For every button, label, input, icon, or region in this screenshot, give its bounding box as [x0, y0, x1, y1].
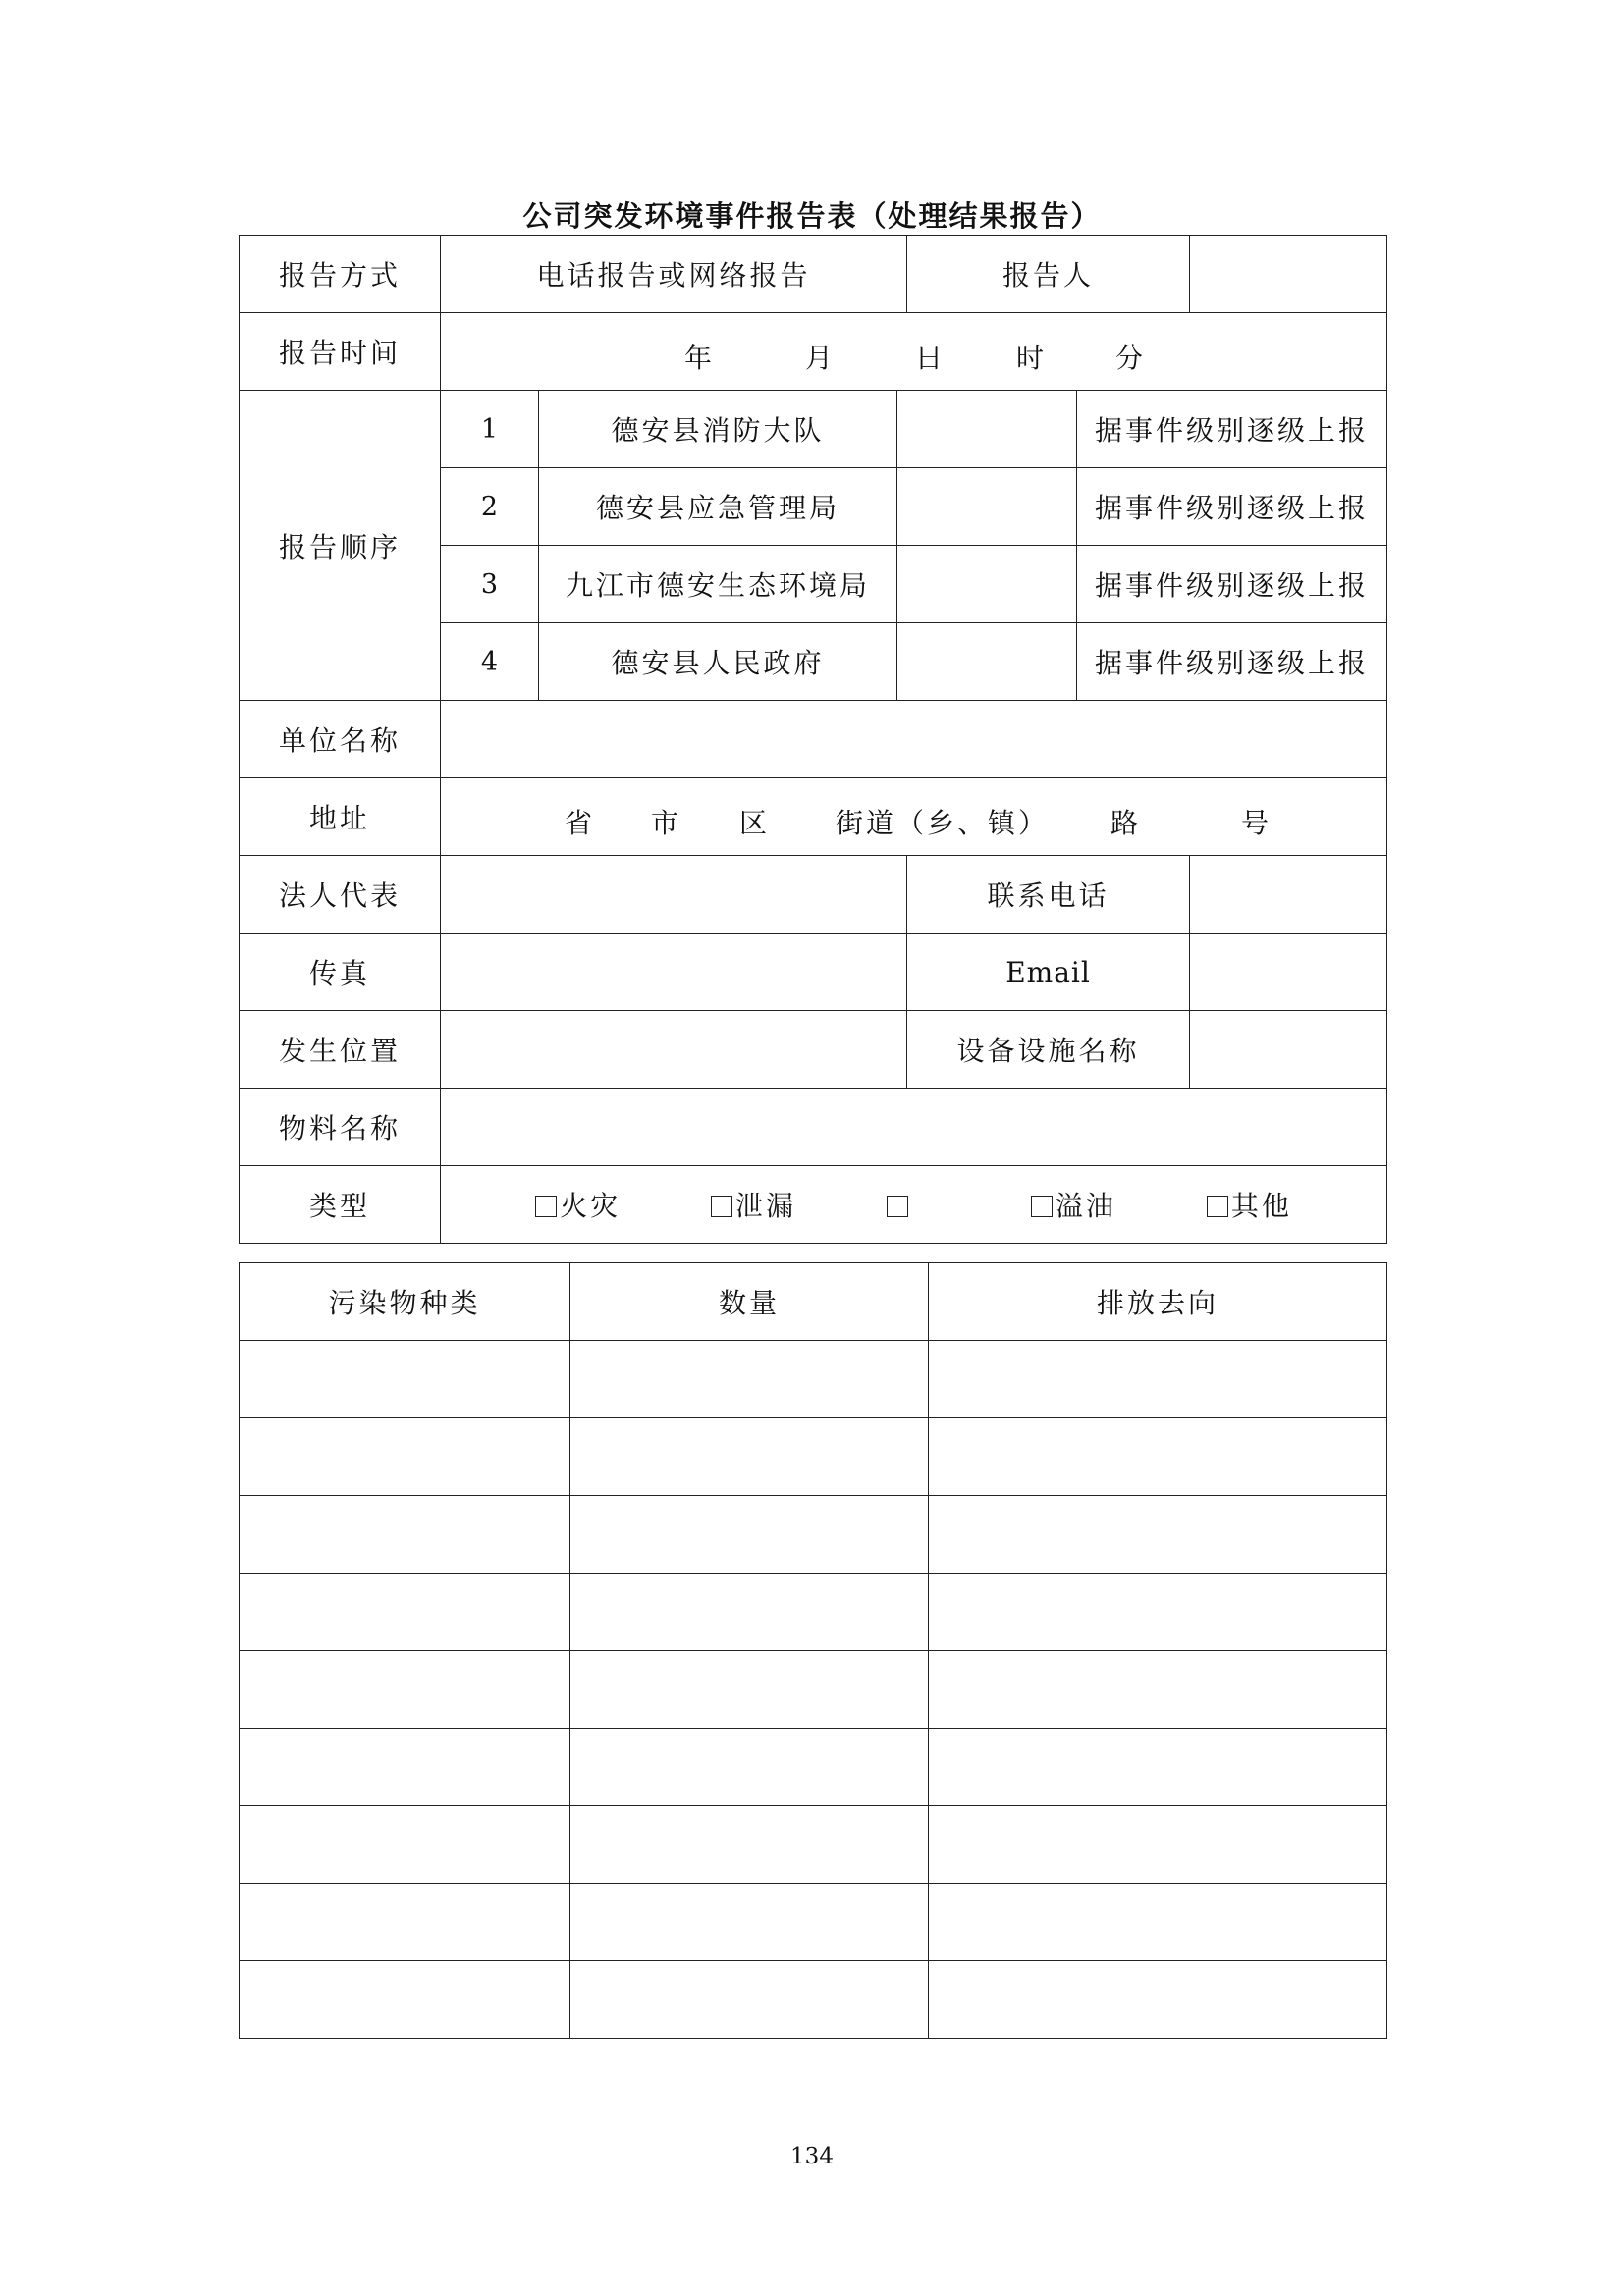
checkbox-icon[interactable] — [887, 1196, 908, 1217]
order-note: 据事件级别逐级上报 — [1077, 546, 1387, 623]
time-minute: 分 — [1115, 342, 1147, 374]
quantity-cell[interactable] — [570, 1496, 929, 1574]
pollutant-type-cell[interactable] — [240, 1418, 570, 1496]
order-num: 1 — [441, 391, 539, 468]
address-field[interactable] — [441, 778, 1387, 856]
fax-field[interactable] — [441, 934, 907, 1011]
legal-rep-field[interactable] — [441, 856, 907, 934]
order-note: 据事件级别逐级上报 — [1077, 623, 1387, 701]
table-row — [240, 1418, 1387, 1496]
destination-cell[interactable] — [929, 1496, 1387, 1574]
order-note: 据事件级别逐级上报 — [1077, 468, 1387, 546]
order-blank-field[interactable] — [897, 468, 1077, 546]
unit-name-field[interactable] — [441, 701, 1387, 778]
table-row — [240, 1496, 1387, 1574]
destination-cell[interactable] — [929, 1418, 1387, 1496]
destination-cell[interactable] — [929, 1806, 1387, 1884]
checkbox-icon[interactable] — [1207, 1196, 1228, 1217]
destination-cell[interactable] — [929, 1961, 1387, 2039]
pollutant-header-row — [240, 1263, 1387, 1341]
address-road: 路 — [1110, 807, 1142, 839]
destination-cell[interactable] — [929, 1884, 1387, 1961]
order-num: 2 — [441, 468, 539, 546]
report-method-value: 电话报告或网络报告 — [441, 236, 907, 313]
row-address — [240, 778, 1387, 856]
quantity-cell[interactable] — [570, 1806, 929, 1884]
header-pollutant-type: 污染物种类 — [240, 1263, 570, 1341]
quantity-cell[interactable] — [570, 1574, 929, 1651]
time-year: 年 — [684, 342, 716, 374]
phone-field[interactable] — [1190, 856, 1387, 934]
quantity-cell[interactable] — [570, 1884, 929, 1961]
table-row — [240, 1884, 1387, 1961]
quantity-cell[interactable] — [570, 1729, 929, 1806]
row-type — [240, 1166, 1387, 1244]
label-type: 类型 — [240, 1166, 441, 1244]
destination-cell[interactable] — [929, 1729, 1387, 1806]
label-reporter: 报告人 — [907, 236, 1190, 313]
order-blank-field[interactable] — [897, 623, 1077, 701]
destination-cell[interactable] — [929, 1574, 1387, 1651]
equipment-field[interactable] — [1190, 1011, 1387, 1089]
header-discharge-destination: 排放去向 — [929, 1263, 1387, 1341]
table-row — [240, 1961, 1387, 2039]
quantity-cell[interactable] — [570, 1341, 929, 1418]
pollutant-type-cell[interactable] — [240, 1341, 570, 1418]
quantity-cell[interactable] — [570, 1961, 929, 2039]
label-unit-name: 单位名称 — [240, 701, 441, 778]
location-field[interactable] — [441, 1011, 907, 1089]
pollutant-type-cell[interactable] — [240, 1961, 570, 2039]
address-province: 省 — [565, 807, 596, 839]
pollutant-type-cell[interactable] — [240, 1574, 570, 1651]
order-org: 九江市德安生态环境局 — [539, 546, 897, 623]
row-material — [240, 1089, 1387, 1166]
pollutant-type-cell[interactable] — [240, 1806, 570, 1884]
type-option-leak[interactable]: 泄漏 — [711, 1185, 796, 1224]
email-field[interactable] — [1190, 934, 1387, 1011]
destination-cell[interactable] — [929, 1341, 1387, 1418]
label-report-time: 报告时间 — [240, 313, 441, 391]
order-org: 德安县应急管理局 — [539, 468, 897, 546]
address-street: 街道（乡、镇） — [836, 807, 1050, 839]
type-options — [441, 1166, 1387, 1244]
label-equipment: 设备设施名称 — [907, 1011, 1190, 1089]
quantity-cell[interactable] — [570, 1418, 929, 1496]
order-blank-field[interactable] — [897, 391, 1077, 468]
time-month: 月 — [805, 342, 837, 374]
label-material: 物料名称 — [240, 1089, 441, 1166]
label-location: 发生位置 — [240, 1011, 441, 1089]
type-option-fire[interactable]: 火灾 — [535, 1185, 621, 1224]
label-report-method: 报告方式 — [240, 236, 441, 313]
row-fax — [240, 934, 1387, 1011]
table-row — [240, 1574, 1387, 1651]
type-option-oil-spill[interactable]: 溢油 — [1031, 1185, 1116, 1224]
pollutant-type-cell[interactable] — [240, 1651, 570, 1729]
row-report-time — [240, 313, 1387, 391]
pollutant-type-cell[interactable] — [240, 1496, 570, 1574]
order-num: 4 — [441, 623, 539, 701]
order-org: 德安县消防大队 — [539, 391, 897, 468]
header-quantity: 数量 — [570, 1263, 929, 1341]
report-time-field[interactable] — [441, 313, 1387, 391]
time-day: 日 — [915, 342, 947, 374]
form-title: 公司突发环境事件报告表（处理结果报告） — [522, 199, 1102, 233]
reporter-field[interactable] — [1190, 236, 1387, 313]
row-report-order-1 — [240, 391, 1387, 468]
order-num: 3 — [441, 546, 539, 623]
incident-report-table — [239, 235, 1387, 1244]
checkbox-icon[interactable] — [711, 1196, 732, 1217]
type-option-blank[interactable] — [887, 1190, 911, 1222]
label-fax: 传真 — [240, 934, 441, 1011]
destination-cell[interactable] — [929, 1651, 1387, 1729]
table-row — [240, 1729, 1387, 1806]
order-note: 据事件级别逐级上报 — [1077, 391, 1387, 468]
row-location — [240, 1011, 1387, 1089]
address-city: 市 — [651, 807, 682, 839]
row-unit-name — [240, 701, 1387, 778]
label-address: 地址 — [240, 778, 441, 856]
pollutant-type-cell[interactable] — [240, 1884, 570, 1961]
checkbox-icon[interactable] — [535, 1196, 557, 1217]
page-number: 134 — [790, 2144, 834, 2169]
label-phone: 联系电话 — [907, 856, 1190, 934]
label-email: Email — [907, 934, 1190, 1011]
quantity-cell[interactable] — [570, 1651, 929, 1729]
row-legal-rep — [240, 856, 1387, 934]
checkbox-icon[interactable] — [1031, 1196, 1053, 1217]
order-org: 德安县人民政府 — [539, 623, 897, 701]
address-number: 号 — [1241, 807, 1272, 839]
time-hour: 时 — [1016, 342, 1048, 374]
row-report-method — [240, 236, 1387, 313]
label-report-order: 报告顺序 — [240, 391, 441, 701]
table-row — [240, 1651, 1387, 1729]
material-field[interactable] — [441, 1089, 1387, 1166]
table-row — [240, 1341, 1387, 1418]
address-district: 区 — [739, 807, 771, 839]
pollutant-type-cell[interactable] — [240, 1729, 570, 1806]
type-option-other[interactable]: 其他 — [1207, 1185, 1292, 1224]
table-row — [240, 1806, 1387, 1884]
order-blank-field[interactable] — [897, 546, 1077, 623]
label-legal-rep: 法人代表 — [240, 856, 441, 934]
pollutant-table — [239, 1262, 1387, 2039]
